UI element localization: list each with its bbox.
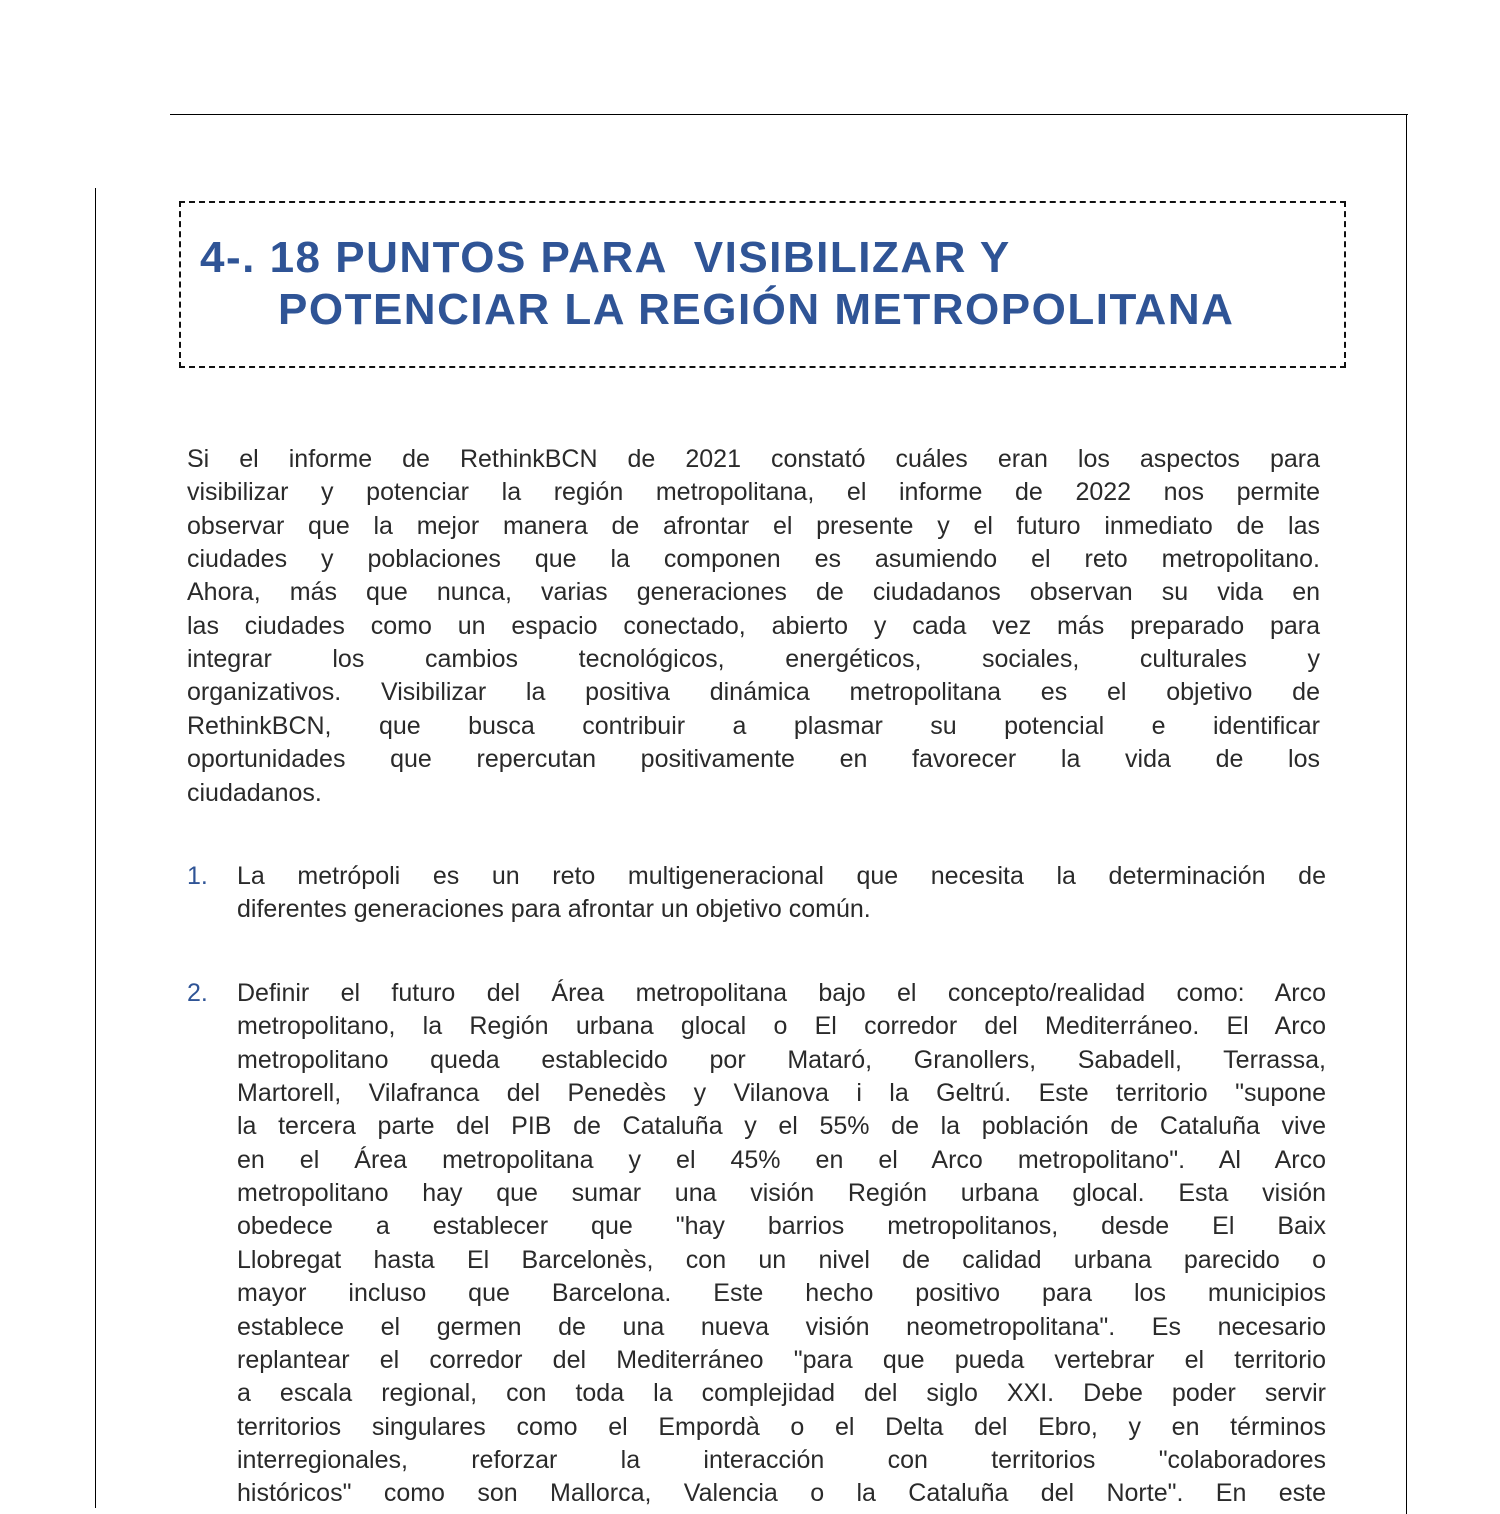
text-line: oportunidades que repercutan positivamente en favorecer la vida de los bbox=[187, 745, 1320, 774]
text-line: a escala regional, con toda la complejidad del siglo XXI. Debe poder servir bbox=[237, 1379, 1326, 1408]
text-line: históricos" como son Mallorca, Valencia o la Cataluña del Norte". En este bbox=[237, 1479, 1326, 1508]
list-item-number: 1. bbox=[187, 862, 208, 890]
text-line: metropolitano queda establecido por Mataró, Granollers, Sabadell, Terrassa, bbox=[237, 1045, 1326, 1074]
text-line: las ciudades como un espacio conectado, abierto y cada vez más preparado para bbox=[187, 611, 1320, 640]
text-line: integrar los cambios tecnológicos, energéticos, sociales, culturales y bbox=[187, 645, 1320, 674]
text-line: Definir el futuro del Área metropolitana bajo el concepto/realidad como: Arco bbox=[237, 979, 1326, 1007]
page-border-left bbox=[95, 188, 96, 1508]
text-line: Llobregat hasta El Barcelonès, con un nivel de calidad urbana parecido o bbox=[237, 1245, 1326, 1274]
text-line: establece el germen de una nueva visión neometropolitana". Es necesario bbox=[237, 1312, 1326, 1341]
text-line: Si el informe de RethinkBCN de 2021 constató cuáles eran los aspectos para bbox=[187, 445, 1320, 473]
text-line: interregionales, reforzar la interacción con territorios "colaboradores bbox=[237, 1445, 1326, 1474]
text-line: organizativos. Visibilizar la positiva dinámica metropolitana es el objetivo de bbox=[187, 678, 1320, 707]
list-item-number: 2. bbox=[187, 979, 208, 1007]
text-line: obedece a establecer que "hay barrios metropolitanos, desde El Baix bbox=[237, 1212, 1326, 1241]
page-border-top bbox=[170, 114, 1408, 115]
section-title-line-1: 4-. 18 PUNTOS PARA VISIBILIZAR Y bbox=[200, 233, 1011, 282]
text-line: la tercera parte del PIB de Cataluña y el 55% de la población de Cataluña vive bbox=[237, 1112, 1326, 1141]
text-line: La metrópoli es un reto multigeneracional que necesita la determinación de bbox=[237, 862, 1326, 890]
text-line: RethinkBCN, que busca contribuir a plasmar su potencial e identificar bbox=[187, 711, 1320, 740]
text-line: diferentes generaciones para afrontar un objetivo común. bbox=[237, 895, 871, 924]
text-line: ciudadanos. bbox=[187, 778, 322, 807]
section-title-line-2: POTENCIAR LA REGIÓN METROPOLITANA bbox=[278, 285, 1235, 334]
text-line: observar que la mejor manera de afrontar el presente y el futuro inmediato de las bbox=[187, 511, 1320, 540]
text-line: ciudades y poblaciones que la componen es asumiendo el reto metropolitano. bbox=[187, 545, 1320, 574]
text-line: Ahora, más que nunca, varias generaciones de ciudadanos observan su vida en bbox=[187, 578, 1320, 607]
text-line: Martorell, Vilafranca del Penedès y Vilanova i la Geltrú. Este territorio "supone bbox=[237, 1079, 1326, 1108]
text-line: en el Área metropolitana y el 45% en el Arco metropolitano". Al Arco bbox=[237, 1145, 1326, 1174]
text-line: metropolitano, la Región urbana glocal o El corredor del Mediterráneo. El Arco bbox=[237, 1012, 1326, 1041]
text-line: metropolitano hay que sumar una visión Región urbana glocal. Esta visión bbox=[237, 1179, 1326, 1208]
text-line: mayor incluso que Barcelona. Este hecho positivo para los municipios bbox=[237, 1279, 1326, 1308]
text-line: replantear el corredor del Mediterráneo "para que pueda vertebrar el territorio bbox=[237, 1345, 1326, 1374]
text-line: territorios singulares como el Empordà o el Delta del Ebro, y en términos bbox=[237, 1412, 1326, 1441]
text-line: visibilizar y potenciar la región metropolitana, el informe de 2022 nos permite bbox=[187, 478, 1320, 507]
page-border-right bbox=[1406, 114, 1407, 1514]
